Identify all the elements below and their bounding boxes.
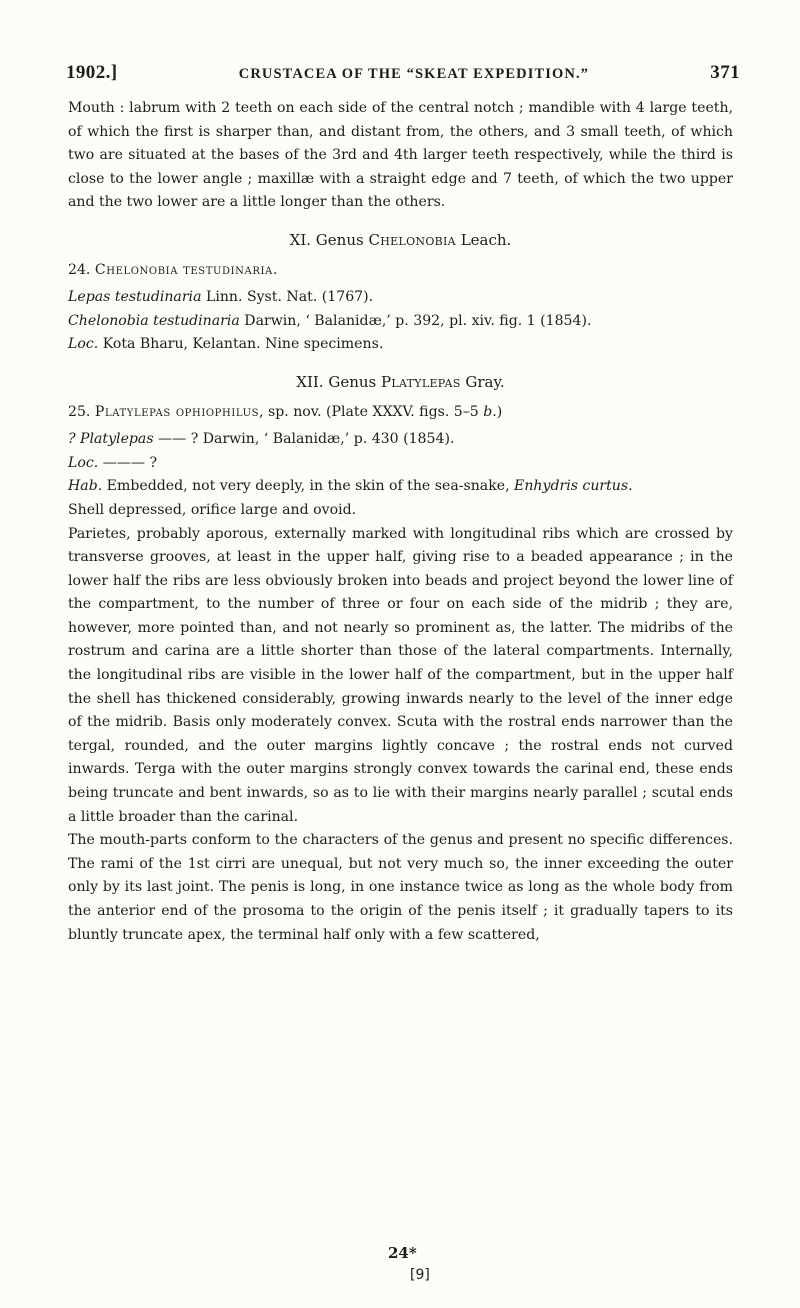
genus-xii-heading — [68, 371, 733, 395]
species-25-number: 25. — [68, 403, 91, 420]
species-25-heading — [68, 401, 733, 425]
locality-label: Loc. — [68, 454, 99, 471]
mouth-paragraph: Mouth : labrum with 2 teeth on each side of the central notch ; mandible with 4 large teeth, of which the first is sharper than, and distant from, the others, and 3 small teeth, of which two are situated at the bases of the 3rd and 4th larger teeth respectively, while the third is close to the lower angle ; maxillæ with a straight edge and 7 teeth, of which the two upper and the two lower are a little longer than the others. — [68, 100, 733, 211]
header-title: CRUSTACEA OF THE “SKEAT EXPEDITION.” — [238, 66, 589, 82]
locality-25 — [68, 452, 733, 476]
running-head — [66, 62, 740, 84]
genus-xi-heading — [68, 229, 733, 253]
habitat-25 — [68, 475, 733, 499]
mouthparts-paragraph: The mouth-parts conform to the characters of the genus and present no specific differences. The rami of the 1st cirri are unequal, but not very much so, the inner exceeding the outer only by its last joint. The penis is long, in one instance twice as long as the whole body from the anterior end of the prosoma to the origin of the penis itself ; it gradually tapers to its bluntly truncate apex, the terminal half only with a few scattered, — [68, 832, 733, 943]
species-24-name: Chelonobia testudinaria. — [94, 261, 278, 278]
synonym-citation: —— ? Darwin, ‘ Balanidæ,’ p. 430 (1854). — [153, 431, 455, 448]
genus-xii-name: Platylepas — [381, 372, 461, 391]
species-25-plate-ref: , sp. nov. (Plate XXXV. figs. 5–5 — [259, 403, 484, 420]
host-name: Enhydris curtus. — [514, 478, 633, 495]
genus-xii-prefix: XII. Genus — [296, 372, 377, 391]
species-24-number: 24. — [68, 261, 91, 278]
genus-xi-prefix: XI. Genus — [289, 230, 364, 249]
shell-line: Shell depressed, orifice large and ovoid. — [68, 501, 357, 518]
locality-text: ——— ? — [98, 454, 158, 471]
species-25-close: .) — [492, 403, 503, 420]
locality-text: Kota Bharu, Kelantan. Nine specimens. — [98, 336, 384, 353]
synonym-citation: Darwin, ‘ Balanidæ,’ p. 392, pl. xiv. fig. 1 (1854). — [239, 312, 592, 329]
synonym-citation: Linn. Syst. Nat. (1767). — [201, 289, 374, 306]
synonymy-24-line-1 — [68, 286, 733, 310]
sheet-mark: [9] — [410, 1267, 430, 1283]
synonym-name: Chelonobia testudinaria — [68, 312, 240, 329]
habitat-label: Hab. — [68, 478, 103, 495]
genus-xi-name: Chelonobia — [368, 230, 456, 249]
species-25-name: Platylepas ophiophilus — [94, 403, 260, 420]
genus-xi-author: Leach. — [460, 230, 512, 249]
synonymy-25 — [68, 428, 733, 452]
genus-xii-author: Gray. — [465, 372, 505, 391]
locality-label: Loc. — [68, 336, 99, 353]
synonym-name: Lepas testudinaria — [68, 289, 202, 306]
locality-24 — [68, 333, 733, 357]
description-paragraph: Parietes, probably aporous, externally marked with longitudinal ribs which are crossed by transverse grooves, at least in the upper half, giving rise to a beaded appearance ; in the lower half the ribs are less obviously broken into beads and project beyond the lower line of the compartment, to the number of three or four on each side of the midrib ; they are, however, more pointed than, and not nearly so prominent as, the latter. The midribs of the rostrum and carina are a little shorter than those of the lateral compartments. Internally, the longitudinal ribs are visible in the lower half of the compartment, but in the upper half the shell has thickened considerably, growing inwards nearly to the level of the inner edge of the midrib. Basis only moderately convex. Scuta with the rostral ends narrower than the tergal, rounded, and the outer margins lightly concave ; the rostral ends not curved inwards. Terga with the outer margins strongly convex towards the carinal end, these ends being truncate and bent inwards, so as to lie with their margins nearly parallel ; scutal ends a little broader than the carinal. — [68, 525, 733, 825]
species-25-fig-letter: b — [483, 403, 493, 420]
signature-mark: 24* — [388, 1244, 417, 1262]
species-24-heading — [68, 259, 733, 283]
synonymy-24-line-2 — [68, 310, 733, 334]
synonym-name: ? Platylepas — [68, 431, 154, 448]
article-body — [68, 97, 733, 947]
habitat-text: Embedded, not very deeply, in the skin of the sea-snake, — [102, 478, 515, 495]
header-page-number: 371 — [710, 62, 740, 83]
header-year: 1902.] — [66, 62, 118, 83]
